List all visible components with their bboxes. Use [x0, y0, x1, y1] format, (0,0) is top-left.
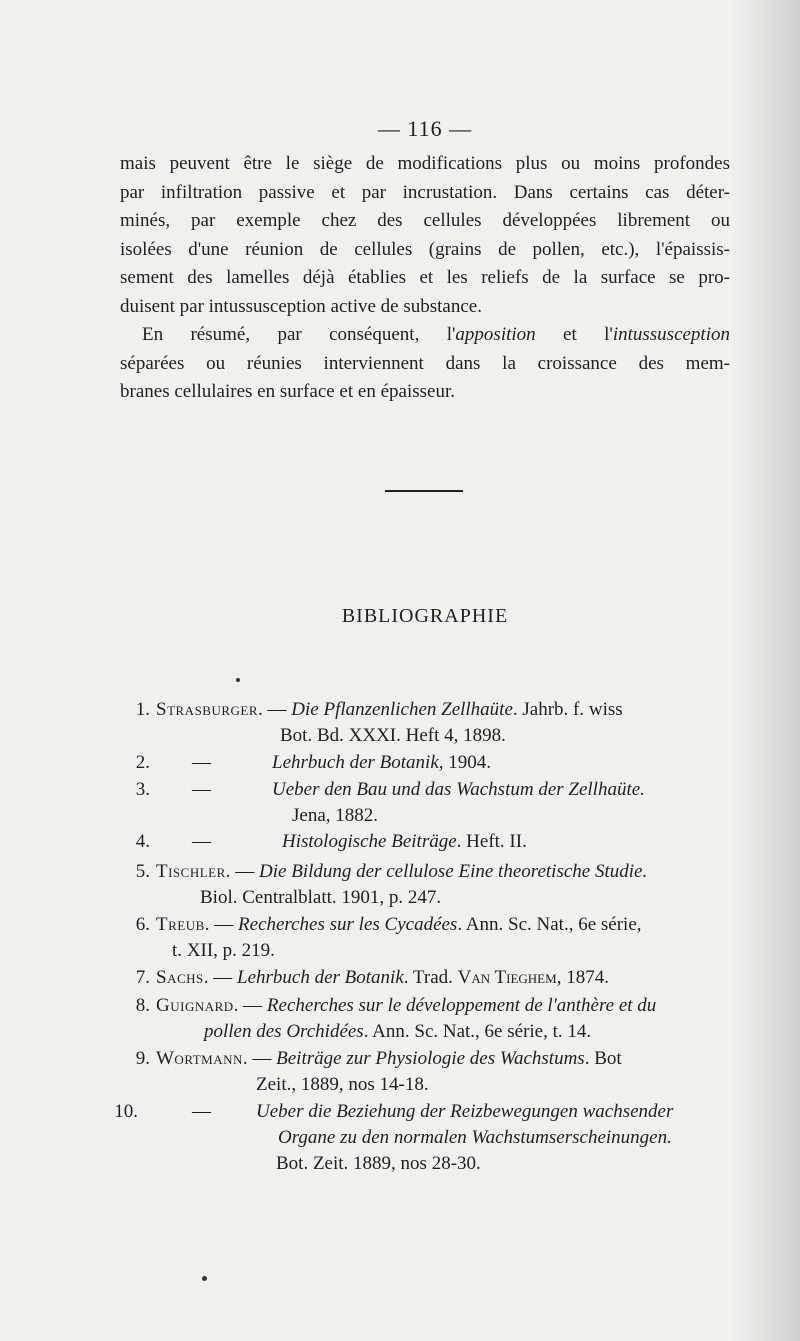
ink-speck	[202, 1276, 207, 1281]
bibliography-heading: BIBLIOGRAPHIE	[341, 605, 509, 627]
entry-title: Die Pflanzenlichen Zellhaüte	[291, 699, 513, 720]
entry-line	[156, 1046, 622, 1072]
text-line: duisent par intussusception active de substance.	[120, 295, 482, 317]
entry-line	[282, 829, 527, 855]
paragraph-1	[120, 150, 730, 321]
text-run: et l'	[535, 324, 613, 345]
entry-separator: . —	[258, 699, 287, 720]
entry-separator: . —	[203, 967, 233, 988]
text-line: sement des lamelles déjà établies et les reliefs de la surface se pro-	[120, 267, 730, 288]
entry-author: Wortmann	[156, 1048, 243, 1069]
entry-line: Zeit., 1889, nos 14-18.	[256, 1074, 429, 1095]
entry-details: . Heft. II.	[456, 831, 527, 852]
text-line: séparées ou réunies interviennent dans la croissance des mem-	[120, 352, 730, 374]
entry-details: . Ann. Sc. Nat., 6e série,	[457, 914, 642, 935]
italic-term: apposition	[455, 324, 536, 345]
entry-dash: —	[192, 1101, 211, 1122]
entry-translator: Van Tieghem	[457, 967, 557, 988]
page-number: — 116 —	[377, 116, 473, 141]
text-line: mais peuvent être le siège de modifications plus ou moins profondes	[120, 153, 730, 174]
section-divider	[385, 490, 463, 492]
text-line: minés, par exemple chez des cellules développées librement ou	[120, 210, 730, 231]
entry-title: Recherches sur les Cycadées	[238, 914, 458, 935]
italic-term: intussusception	[612, 324, 730, 345]
text-line: branes cellulaires en surface et en épaisseur.	[120, 381, 455, 402]
text-line	[120, 321, 730, 350]
entry-details: . Trad.	[403, 967, 458, 988]
entry-separator: . —	[242, 1048, 272, 1069]
entry-separator: . —	[233, 995, 263, 1016]
entry-dash: —	[192, 752, 211, 773]
entry-author: Strasburger	[156, 699, 259, 720]
entry-title: Organe zu den normalen Wachstumserscheinungen.	[278, 1127, 672, 1148]
entry-line	[156, 965, 609, 991]
entry-line: Bot. Bd. XXXI. Heft 4, 1898.	[280, 725, 506, 746]
entry-line	[156, 912, 642, 938]
entry-line: Bot. Zeit. 1889, nos 28-30.	[276, 1153, 481, 1174]
entry-title: Die Bildung der cellulose Eine theoretische Studie.	[259, 861, 648, 882]
text-run: En résumé, par conséquent, l'	[142, 324, 456, 345]
entry-line	[204, 1019, 591, 1045]
entry-line	[156, 697, 623, 723]
entry-title: pollen des Orchidées	[204, 1021, 364, 1042]
paragraph-2	[120, 321, 730, 407]
entry-details: , 1904.	[438, 752, 492, 773]
entry-title: Beiträge zur Physiologie des Wachstums	[276, 1048, 585, 1069]
body-text	[120, 150, 730, 407]
entry-number: 8.	[135, 995, 150, 1016]
entry-dash: —	[192, 831, 211, 852]
entry-line: t. XII, p. 219.	[172, 940, 275, 961]
entry-number: 5.	[135, 861, 150, 882]
entry-number: 9.	[135, 1048, 150, 1069]
text-line: isolées d'une réunion de cellules (grains de pollen, etc.), l'épaissis-	[120, 238, 730, 260]
entry-line	[272, 750, 491, 776]
entry-separator: . —	[204, 914, 234, 935]
entry-number: 3.	[135, 779, 150, 800]
entry-title: Ueber den Bau und das Wachstum der Zellhaüte.	[272, 779, 645, 800]
text-line: par infiltration passive et par incrustation. Dans certains cas déter-	[120, 181, 730, 203]
entry-separator: . —	[225, 861, 255, 882]
entry-details: , 1874.	[556, 967, 609, 988]
entry-line	[278, 1125, 672, 1151]
entry-line: Biol. Centralblatt. 1901, p. 247.	[200, 887, 442, 908]
entry-number: 4.	[135, 831, 150, 852]
entry-author: Tischler	[156, 861, 226, 882]
entry-line: Jena, 1882.	[292, 805, 379, 826]
entry-title: Histologische Beiträge	[282, 831, 457, 852]
entry-line	[156, 993, 656, 1019]
entry-title: Lehrbuch der Botanik	[237, 967, 404, 988]
entry-title: Ueber die Beziehung der Reizbewegungen wachsender	[256, 1101, 674, 1122]
entry-details: . Jahrb. f. wiss	[512, 699, 623, 720]
entry-line	[156, 859, 647, 885]
entry-author: Sachs	[156, 967, 204, 988]
entry-dash: —	[192, 779, 211, 800]
entry-details: . Bot	[584, 1048, 622, 1069]
scan-shadow	[730, 0, 800, 1341]
entry-author: Treub	[156, 914, 205, 935]
entry-number: 1.	[135, 699, 150, 720]
entry-title: Lehrbuch der Botanik	[272, 752, 439, 773]
entry-line	[272, 777, 645, 803]
entry-number: 6.	[135, 914, 150, 935]
entry-author: Guignard	[156, 995, 234, 1016]
entry-title: Recherches sur le développement de l'anthère et du	[266, 995, 657, 1016]
entry-details: . Ann. Sc. Nat., 6e série, t. 14.	[363, 1021, 592, 1042]
entry-number: 2.	[135, 752, 150, 773]
entry-number: 7.	[135, 967, 150, 988]
entry-line	[256, 1099, 673, 1125]
entry-number: 10.	[114, 1101, 138, 1122]
ink-speck	[236, 678, 240, 682]
